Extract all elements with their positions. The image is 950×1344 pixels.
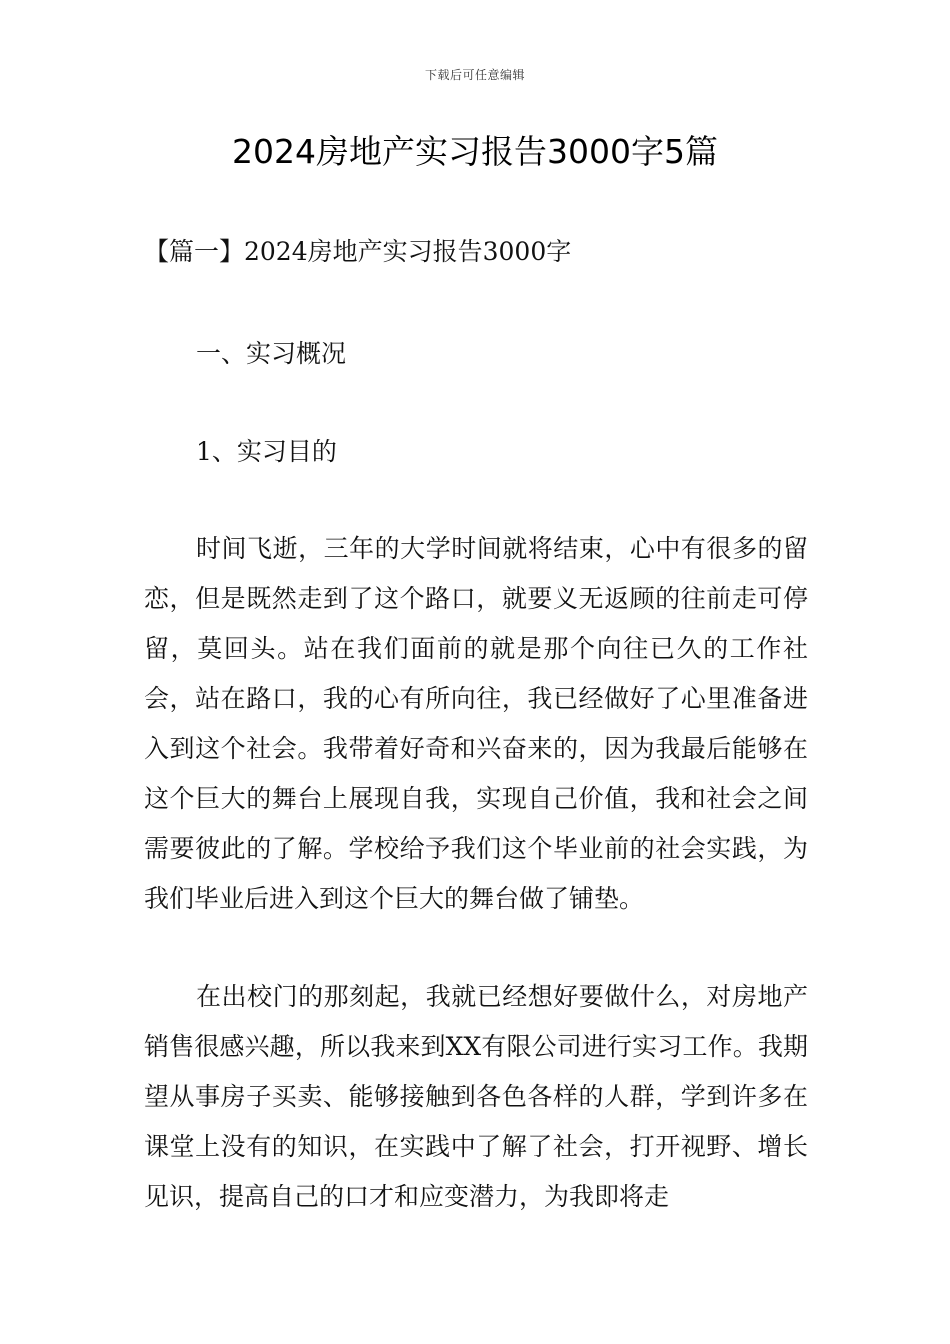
- section-heading: 【篇一】2024房地产实习报告3000字: [144, 237, 572, 266]
- header-note: 下载后可任意编辑: [424, 68, 525, 82]
- body-paragraph: 时间飞逝，三年的大学时间就将结束，心中有很多的留恋，但是既然走到了这个路口，就要义无返顾的往前走可停留，莫回头。站在我们面前的就是那个向往已久的工作社会，站在路口，我的心有所向往，我已经做好了心里准备进入到这个社会。我带着好奇和兴奋来的，因为我最后能够在这个巨大的舞台上展现自我，实现自己价值，我和社会之间需要彼此的了解。学校给予我们这个毕业前的社会实践，为我们毕业后进入到这个巨大的舞台做了铺垫。: [144, 534, 808, 913]
- sub-heading-purpose: 1、实习目的: [196, 437, 337, 466]
- body-paragraph: 在出校门的那刻起，我就已经想好要做什么，对房地产销售很感兴趣，所以我来到XX有限公司进行实习工作。我期望从事房子买卖、能够接触到各色各样的人群，学到许多在课堂上没有的知识，在实践中了解了社会，打开视野、增长见识，提高自己的口才和应变潜力，为我即将走: [144, 982, 808, 1211]
- document-title: 2024房地产实习报告3000字5篇: [232, 132, 718, 171]
- sub-heading-overview: 一、实习概况: [196, 339, 347, 368]
